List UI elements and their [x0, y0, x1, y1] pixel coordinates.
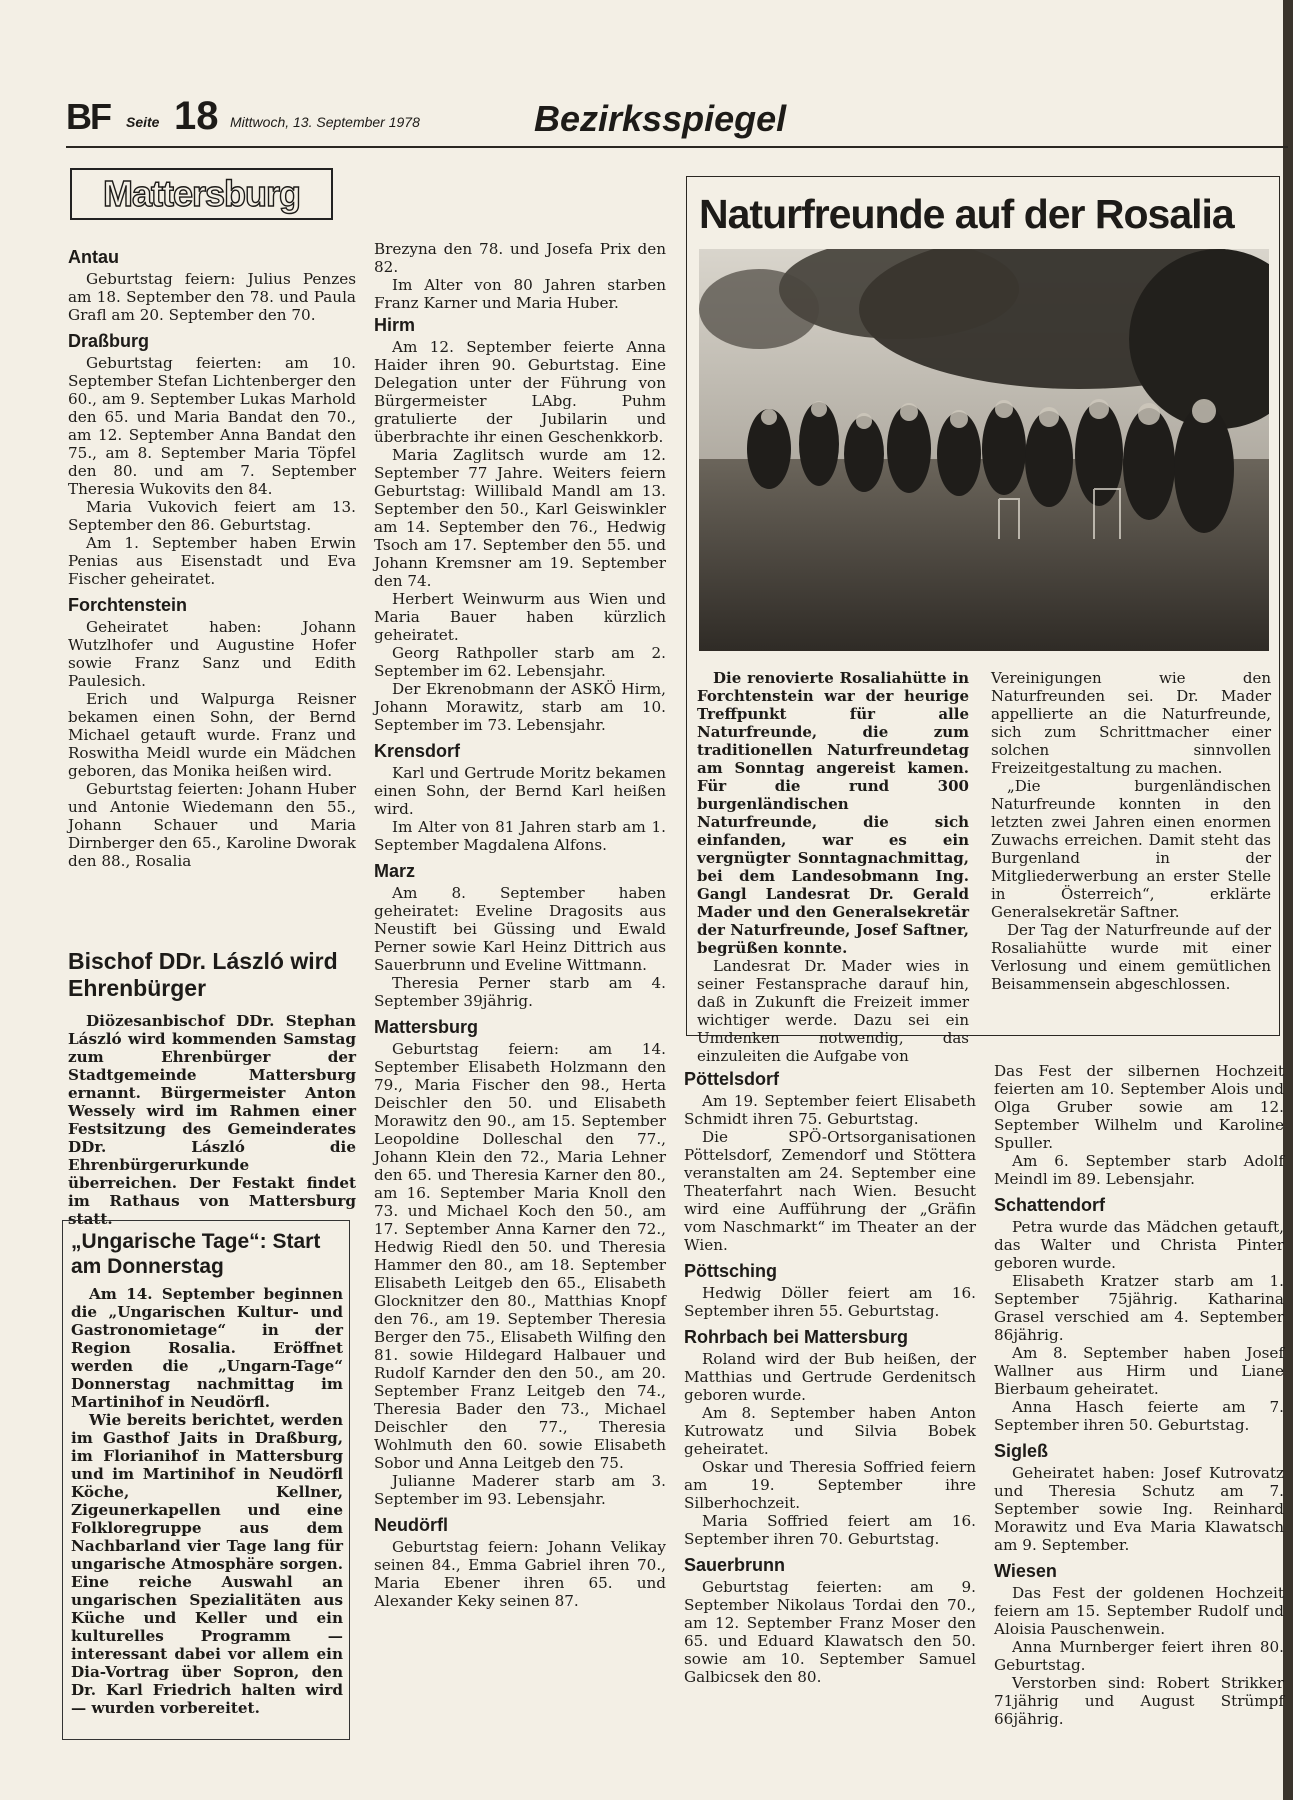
village-heading: Sigleß	[994, 1441, 1049, 1461]
middle-column	[374, 240, 666, 1610]
news-paragraph: Am 6. September starb Adolf Meindl im 89. Lebensjahr.	[994, 1152, 1284, 1188]
news-paragraph: Elisabeth Kratzer starb am 1. September 75jährig. Katharina Grasel verschied am 4. September 86jährig.	[994, 1272, 1284, 1344]
ungarische-text: Wie bereits berichtet, werden im Gasthof Jaits in Draßburg, im Florianihof in Mattersburg und im Martinihof in Neudörfl Köche, Kellner, Zigeunerkapellen und eine Folkloregruppe aus dem Nachbarland vier Tage lang für ungarische Atmosphäre sorgen. Eine reiche Auswahl an ungarischen Spezialitäten aus Küche und Keller und ein kulturelles Programm — interessant dabei vor allem ein Dia-Vortrag über Sopron, den Dr. Karl Friedrich halten wird — wurden vorbereitet.	[71, 1411, 343, 1717]
feature-paragraph: Vereinigungen wie den Naturfreunden sei. Dr. Mader appellierte an die Naturfreunde, sich zum Schrittmacher einer solchen sinnvollen Freizeitgestaltung zu machen.	[991, 669, 1271, 777]
news-paragraph: Der Ekrenobmann der ASKÖ Hirm, Johann Morawitz, starb am 10. September im 73. Lebensjahr.	[374, 680, 666, 734]
news-paragraph: Geburtstag feiern: Julius Penzes am 18. September den 78. und Paula Grafl am 20. September den 70.	[68, 270, 356, 324]
feature-title: Naturfreunde auf der Rosalia	[699, 191, 1234, 237]
village-heading: Marz	[374, 861, 416, 881]
news-paragraph: Petra wurde das Mädchen getauft, das Walter und Christa Pinter geboren wurde.	[994, 1218, 1284, 1272]
news-paragraph: Geburtstag feierten: Johann Huber und Antonie Wiedemann den 55., Johann Schauer und Maria Dirnberger den 65., Karoline Dworak den 88., Rosalia	[68, 780, 356, 870]
bischof-article	[68, 948, 356, 1228]
village-heading: Wiesen	[994, 1561, 1057, 1581]
village-heading: Pöttelsdorf	[684, 1069, 780, 1089]
news-paragraph: Roland wird der Bub heißen, der Matthias und Gertrude Gerdenitsch geboren wurde.	[684, 1350, 976, 1404]
village-heading: Pöttsching	[684, 1261, 777, 1281]
page-edge	[1283, 0, 1293, 1800]
news-paragraph: Geheiratet haben: Josef Kutrovatz und Theresia Schutz am 7. September sowie Ing. Reinhard Morawitz und Eva Maria Klawatsch am 9. September.	[994, 1464, 1284, 1554]
news-paragraph: Oskar und Theresia Soffried feiern am 19. September ihre Silberhochzeit.	[684, 1458, 976, 1512]
left-column	[68, 240, 356, 870]
village-heading: Hirm	[374, 315, 416, 335]
caption-lead: Die renovierte Rosaliahütte in Forchtenstein war der heurige Treffpunkt für alle Naturfreunde, die zum traditionellen Naturfreundetag am Sonntag angereist kamen. Für die rund 300 burgenländischen Naturfreunde, die sich einfanden, war es ein vergnügter Sonntagnachmittag, bei dem Landesobmann Ing. Gangl Landesrat Dr. Gerald Mader und den Generalsekretär der Naturfreunde, Josef Saftner, begrüßen konnte.	[697, 669, 969, 957]
news-paragraph: Das Fest der silbernen Hochzeit feierten am 10. September Alois und Olga Gruber sowie am 12. September Wilhelm und Karoline Spuller.	[994, 1062, 1284, 1152]
news-paragraph: Geburtstag feiern: am 14. September Elisabeth Holzmann den 79., Maria Fischer den 98., Herta Deischler den 50. und Elisabeth Morawitz den 90., am 15. September Leopoldine Dolleschal den 77., Johann Klein den 72., Maria Lehner den 65. und Theresia Karner den 80., am 16. September Maria Knoll den 73. und Michael Koch den 50., am 17. September Anna Karner den 72., Hedwig Riedl den 50. und Theresia Hammer den 80., am 18. September Elisabeth Leitgeb den 65., Elisabeth Glocknitzer den 80., Matthias Knopf den 76., am 19. September Theresia Berger den 75., Elisabeth Wilfing den 81. sowie Hildegard Halbauer und Rudolf Karnder den den 50., am 20. September Franz Leitgeb den 74., Theresia Bader den 73., Michael Deischler den 77., Theresia Wohlmuth den 60. sowie Elisabeth Sobor und Anna Leitgeb den 75.	[374, 1040, 666, 1472]
news-paragraph: Am 19. September feiert Elisabeth Schmidt ihren 75. Geburtstag.	[684, 1092, 976, 1128]
page-number: 18	[174, 94, 219, 138]
village-heading: Draßburg	[68, 331, 149, 351]
ungarische-headline: „Ungarische Tage“: Start am Donnerstag	[71, 1230, 321, 1278]
village-heading: Rohrbach bei Mattersburg	[684, 1327, 909, 1347]
news-paragraph: Maria Soffried feiert am 16. September ihren 70. Geburtstag.	[684, 1512, 976, 1548]
news-paragraph: Die SPÖ-Ortsorganisationen Pöttelsdorf, Zemendorf und Stöttera veranstalten am 24. September eine Theaterfahrt nach Wien. Besucht wird eine Aufführung der „Gräfin vom Naschmarkt“ im Theater an der Wien.	[684, 1128, 976, 1254]
masthead-mattersburg: Mattersburg	[70, 168, 333, 220]
news-paragraph: Erich und Walpurga Reisner bekamen einen Sohn, der Bernd Michael getauft wurde. Franz und Roswitha Meidl wurde ein Mädchen geboren, das Monika heißen wird.	[68, 690, 356, 780]
ungarische-tage-box	[62, 1220, 350, 1740]
news-paragraph: Herbert Weinwurm aus Wien und Maria Bauer haben kürzlich geheiratet.	[374, 590, 666, 644]
issue-date: Mittwoch, 13. September 1978	[230, 114, 420, 130]
news-paragraph: Verstorben sind: Robert Strikker 71jährig und August Strümpf 66jährig.	[994, 1674, 1284, 1728]
feature-paragraph: „Die burgenländischen Naturfreunde konnten in den letzten zwei Jahren einen enormen Zuwachs erreichen. Damit steht das Burgenland in der Mitgliederwerbung an erster Stelle in Österreich“, erklärte Generalsekretär Saftner.	[991, 777, 1271, 921]
village-heading: Krensdorf	[374, 741, 461, 761]
feature-story	[686, 176, 1280, 1065]
photo-caption	[697, 669, 969, 1065]
news-paragraph: Julianne Maderer starb am 3. September im 93. Lebensjahr.	[374, 1472, 666, 1508]
bischof-text: Diözesanbischof DDr. Stephan László wird kommenden Samstag zum Ehrenbürger der Stadtgemeinde Mattersburg ernannt. Bürgermeister Anton Wessely wird im Rahmen einer Festsitzung des Gemeinderates DDr. László die Ehrenbürgerurkunde überreichen. Der Festakt findet im Rathaus von Mattersburg statt.	[68, 1012, 356, 1228]
news-paragraph: Hedwig Döller feiert am 16. September ihren 55. Geburtstag.	[684, 1284, 976, 1320]
news-paragraph: Maria Vukovich feiert am 13. September den 86. Geburtstag.	[68, 498, 356, 534]
news-paragraph: Georg Rathpoller starb am 2. September im 62. Lebensjahr.	[374, 644, 666, 680]
crowd-photo	[699, 249, 1269, 651]
news-paragraph: Brezyna den 78. und Josefa Prix den 82.	[374, 240, 666, 276]
news-paragraph: Maria Zaglitsch wurde am 12. September 77 Jahre. Weiters feiern Geburtstag: Willibald Mandl am 13. September den 50., Karl Geiswinkler am 14. September den 76., Hedwig Tsoch am 17. September den 55. und Johann Kremsner am 19. September den 74.	[374, 446, 666, 590]
news-paragraph: Am 8. September haben geheiratet: Eveline Dragosits aus Neustift bei Güssing und Ewald Perner sowie Karl Heinz Dittrich aus Sauerbrunn und Eveline Wittmann.	[374, 884, 666, 974]
news-paragraph: Im Alter von 80 Jahren starben Franz Karner und Maria Huber.	[374, 276, 666, 312]
news-paragraph: Am 12. September feierte Anna Haider ihren 90. Geburtstag. Eine Delegation unter der Führung von Bürgermeister LAbg. Puhm gratulierte der Jubilarin und überbrachte ihr einen Geschenkkorb.	[374, 338, 666, 446]
bischof-headline: Bischof DDr. László wird Ehrenbürger	[68, 948, 338, 1001]
news-paragraph: Geburtstag feierten: am 9. September Nikolaus Tordai den 70., am 12. September Franz Moser den 65. und Eduard Klawatsch den 50. sowie am 10. September Samuel Galbicsek den 80.	[684, 1578, 976, 1686]
header-rule	[66, 146, 1288, 148]
news-paragraph: Geheiratet haben: Johann Wutzlhofer und Augustine Hofer sowie Franz Sanz und Edith Paulesich.	[68, 618, 356, 690]
feature-continued	[991, 669, 1271, 993]
village-heading: Mattersburg	[374, 1017, 479, 1037]
section-title: Bezirksspiegel	[534, 98, 787, 139]
news-paragraph: Karl und Gertrude Moritz bekamen einen Sohn, der Bernd Karl heißen wird.	[374, 764, 666, 818]
news-paragraph: Anna Murnberger feiert ihren 80. Geburtstag.	[994, 1638, 1284, 1674]
news-paragraph: Im Alter von 81 Jahren starb am 1. September Magdalena Alfons.	[374, 818, 666, 854]
village-heading: Neudörfl	[374, 1515, 448, 1535]
news-paragraph: Geburtstag feiern: Johann Velikay seinen 84., Emma Gabriel ihren 70., Maria Ebener ihren 65. und Alexander Keky seinen 87.	[374, 1538, 666, 1610]
news-paragraph: Das Fest der goldenen Hochzeit feiern am 15. September Rudolf und Aloisia Pauschenwein.	[994, 1584, 1284, 1638]
news-paragraph: Am 8. September haben Josef Wallner aus Hirm und Liane Bierbaum geheiratet.	[994, 1344, 1284, 1398]
news-paragraph: Theresia Perner starb am 4. September 39jährig.	[374, 974, 666, 1010]
village-heading: Sauerbrunn	[684, 1555, 786, 1575]
village-heading: Forchtenstein	[68, 595, 188, 615]
village-heading: Antau	[68, 247, 119, 267]
news-paragraph: Am 8. September haben Anton Kutrowatz und Silvia Bobek geheiratet.	[684, 1404, 976, 1458]
feature-paragraph: Der Tag der Naturfreunde auf der Rosaliahütte wurde mit einer Verlosung und einem gemütlichen Beisammensein abgeschlossen.	[991, 921, 1271, 993]
logo: BF	[66, 96, 110, 137]
village-heading: Schattendorf	[994, 1195, 1106, 1215]
caption-text: Landesrat Dr. Mader wies in seiner Festansprache darauf hin, daß in Zukunft die Freizeit immer wichtiger werde. Dazu sei ein Umdenken notwendig, das einzuleiten die Aufgabe von	[697, 957, 969, 1065]
ungarische-lead: Am 14. September beginnen die „Ungarischen Kultur- und Gastronomietage“ in der Region Rosalia. Eröffnet werden die „Ungarn-Tage“ Donnerstag nachmittag im Martinihof in Neudörfl.	[71, 1285, 343, 1411]
column-four	[994, 1062, 1284, 1728]
seite-label: Seite	[126, 114, 160, 130]
news-paragraph: Anna Hasch feierte am 7. September ihren 50. Geburtstag.	[994, 1398, 1284, 1434]
page-header	[66, 92, 1286, 144]
column-three	[684, 1062, 976, 1686]
news-paragraph: Geburtstag feierten: am 10. September Stefan Lichtenberger den 60., am 9. September Lukas Marhold den 65. und Maria Bandat den 70., am 12. September Anna Bandat den 75., am 8. September Maria Töpfel den 80. und am 7. September Theresia Wukovits den 84.	[68, 354, 356, 498]
news-paragraph: Am 1. September haben Erwin Penias aus Eisenstadt und Eva Fischer geheiratet.	[68, 534, 356, 588]
